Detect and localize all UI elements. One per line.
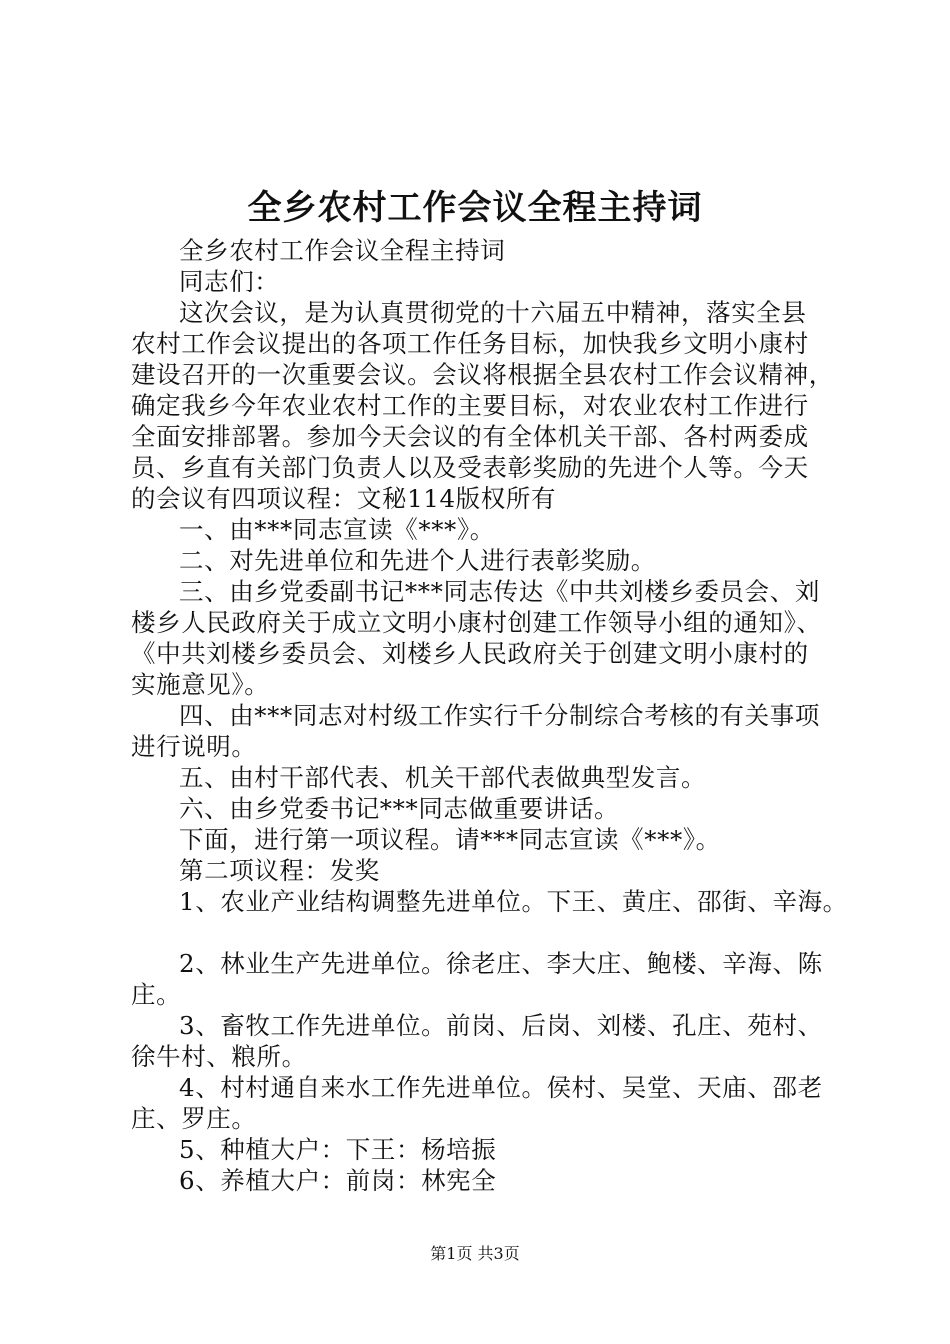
body-line: 确定我乡今年农业农村工作的主要目标，对农业农村工作进行 [131, 391, 809, 420]
body-line: 楼乡人民政府关于成立文明小康村创建工作领导小组的通知》、 [131, 608, 822, 637]
body-line: 建设召开的一次重要会议。会议将根据全县农村工作会议精神， [131, 360, 834, 389]
page-footer: 第1页 共3页 [430, 1244, 520, 1263]
body-line: 徐牛村、粮所。 [131, 1042, 307, 1071]
body-line: 四、由***同志对村级工作实行千分制综合考核的有关事项 [179, 701, 820, 730]
body-line: 员、乡直有关部门负责人以及受表彰奖励的先进个人等。今天 [131, 453, 809, 482]
document-title: 全乡农村工作会议全程主持词 [247, 188, 703, 228]
body-line: 农村工作会议提出的各项工作任务目标，加快我乡文明小康村 [131, 329, 809, 358]
blank-line [131, 917, 831, 948]
document-body [131, 235, 848, 1196]
body-line: 下面，进行第一项议程。请***同志宣读《***》。 [179, 825, 721, 854]
body-line: 3、畜牧工作先进单位。前岗、后岗、刘楼、孔庄、苑村、 [179, 1011, 823, 1040]
body-line: 庄。 [131, 980, 182, 1009]
body-line: 同志们： [179, 267, 280, 296]
body-line: 庄、罗庄。 [131, 1104, 257, 1133]
body-line: 五、由村干部代表、机关干部代表做典型发言。 [179, 763, 707, 792]
body-line: 一、由***同志宣读《***》。 [179, 515, 495, 544]
body-line: 全乡农村工作会议全程主持词 [179, 236, 506, 265]
body-line: 5、种植大户：下王：杨培振 [179, 1135, 497, 1164]
body-line: 这次会议，是为认真贯彻党的十六届五中精神，落实全县 [179, 298, 807, 327]
body-line: 4、村村通自来水工作先进单位。侯村、吴堂、天庙、邵老 [179, 1073, 823, 1102]
body-line: 六、由乡党委书记***同志做重要讲话。 [179, 794, 620, 823]
body-line: 实施意见》。 [131, 670, 270, 699]
body-line: 的会议有四项议程：文秘114版权所有 [131, 484, 557, 513]
body-line: 全面安排部署。参加今天会议的有全体机关干部、各村两委成 [131, 422, 809, 451]
body-line: 《中共刘楼乡委员会、刘楼乡人民政府关于创建文明小康村的 [131, 639, 809, 668]
body-line: 二、对先进单位和先进个人进行表彰奖励。 [179, 546, 656, 575]
body-line: 6、养植大户：前岗：林宪全 [179, 1166, 497, 1195]
body-line: 第二项议程：发奖 [179, 856, 380, 885]
body-line: 进行说明。 [131, 732, 257, 761]
body-line: 2、林业生产先进单位。徐老庄、李大庄、鲍楼、辛海、陈 [179, 949, 823, 978]
body-line: 1、农业产业结构调整先进单位。下王、黄庄、邵街、辛海。 [179, 887, 848, 916]
body-line: 三、由乡党委副书记***同志传达《中共刘楼乡委员会、刘 [179, 577, 820, 606]
